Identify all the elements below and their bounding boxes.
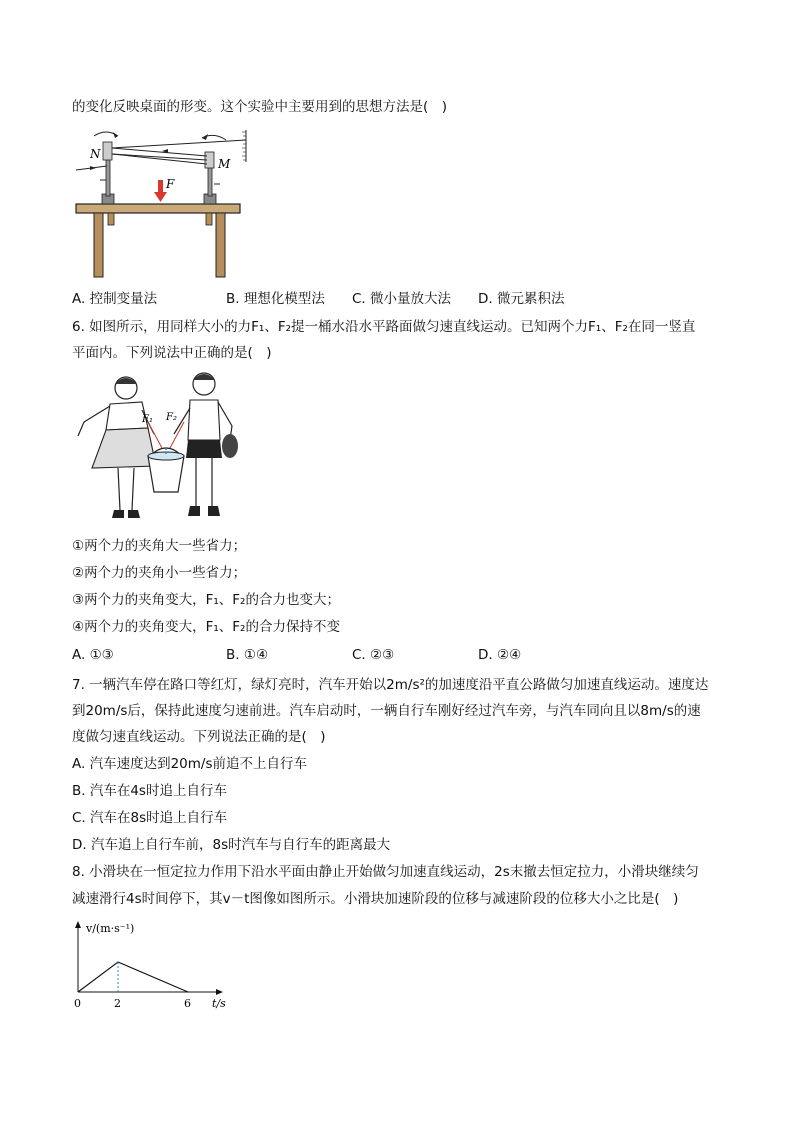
q7-option-b[interactable]: B. 汽车在4s时追上自行车	[72, 783, 227, 799]
q7-stem-line-1: 7. 一辆汽车停在路口等红灯，绿灯亮时，汽车开始以2m/s²的加速度沿平直公路做匀加速直线运动。速度达	[72, 677, 709, 693]
label-m: M	[218, 157, 231, 171]
q6-statement-1: ①两个力的夹角大一些省力；	[72, 538, 247, 554]
q7-stem-line-2: 到20m/s后，保持此速度匀速前进。汽车启动时，一辆自行车刚好经过汽车旁，与汽车同向且以8m/s的速	[72, 703, 701, 719]
q8-stem-line-2: 减速滑行4s时间停下，其v－t图像如图所示。小滑块加速阶段的位移与减速阶段的位移大小之比是( )	[72, 891, 679, 907]
q7-option-d[interactable]: D. 汽车追上自行车前，8s时汽车与自行车的距离最大	[72, 837, 391, 853]
q8-stem-line-1: 8. 小滑块在一恒定拉力作用下沿水平面由静止开始做匀加速直线运动，2s末撤去恒定拉力，小滑块继续匀	[72, 864, 699, 880]
q6-stem-line-1: 6. 如图所示，用同样大小的力F₁、F₂提一桶水沿水平路面做匀速直线运动。已知两个力F₁、F₂在同一竖直	[72, 319, 696, 335]
table-top	[76, 204, 240, 213]
q7-option-a[interactable]: A. 汽车速度达到20m/s前追不上自行车	[72, 756, 307, 772]
q6-statement-2: ②两个力的夹角小一些省力；	[72, 565, 247, 581]
label-n: N	[90, 147, 101, 161]
q5-option-a[interactable]: A. 控制变量法	[72, 291, 158, 307]
q5-option-b[interactable]: B. 理想化模型法	[226, 291, 325, 307]
v-axis-label: v/(m·s⁻¹)	[86, 922, 135, 935]
q6-statement-3: ③两个力的夹角变大，F₁、F₂的合力也变大；	[72, 592, 340, 608]
label-f1: F₁	[142, 414, 153, 425]
q6-option-a[interactable]: A. ①③	[72, 647, 114, 663]
q5-stem-tail: 的变化反映桌面的形变。这个实验中主要用到的思想方法是( )	[72, 99, 448, 115]
label-f2: F₂	[166, 412, 177, 423]
q6-children-bucket-figure	[70, 370, 242, 528]
label-f: F	[166, 177, 175, 191]
q6-option-b[interactable]: B. ①④	[226, 647, 269, 663]
tick-6: 6	[184, 997, 191, 1010]
q5-apparatus-figure	[70, 122, 252, 280]
tick-0: 0	[74, 997, 81, 1010]
q8-vt-graph	[70, 918, 240, 1010]
q7-option-c[interactable]: C. 汽车在8s时追上自行车	[72, 810, 228, 826]
q7-stem-line-3: 度做匀速直线运动。下列说法正确的是( )	[72, 729, 326, 745]
q5-option-d[interactable]: D. 微元累积法	[478, 291, 565, 307]
q6-option-c[interactable]: C. ②③	[352, 647, 395, 663]
q6-statement-4: ④两个力的夹角变大，F₁、F₂的合力保持不变	[72, 619, 340, 635]
tick-2: 2	[114, 997, 121, 1010]
q6-option-d[interactable]: D. ②④	[478, 647, 522, 663]
q5-option-c[interactable]: C. 微小量放大法	[352, 291, 452, 307]
v-t-line	[78, 962, 188, 992]
q6-stem-line-2: 平面内。下列说法中正确的是( )	[72, 345, 272, 361]
t-axis-label: t/s	[212, 997, 226, 1010]
